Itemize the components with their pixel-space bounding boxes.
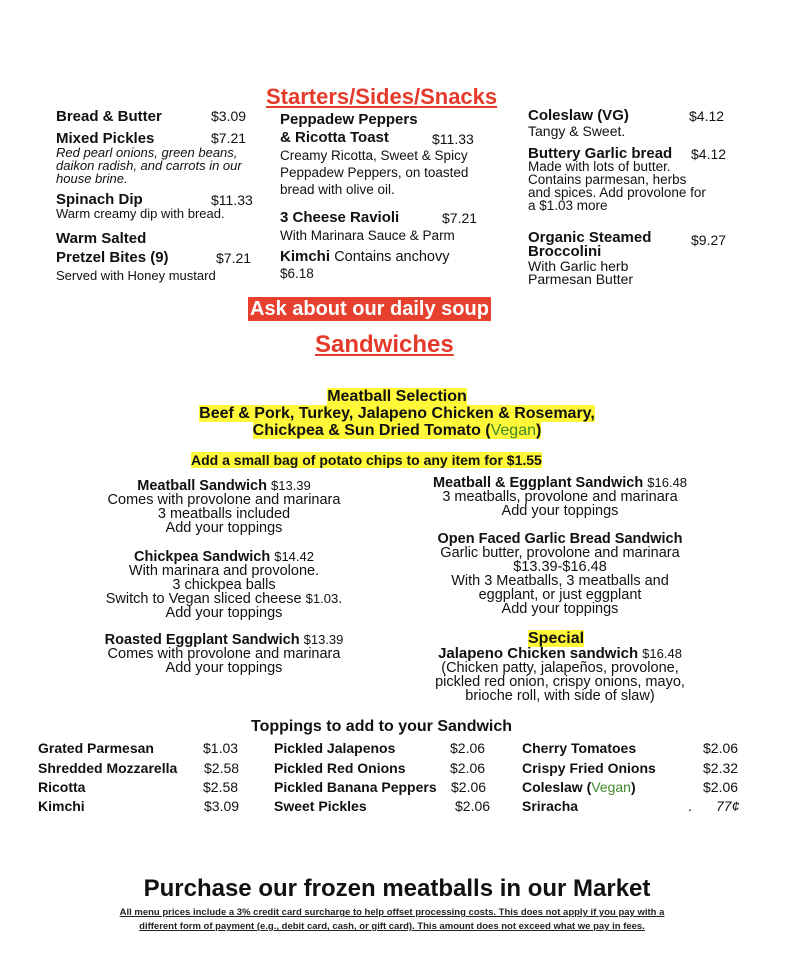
item-spinach-desc: Warm creamy dip with bread. <box>56 206 225 221</box>
topping-item: Grated Parmesan <box>38 740 154 756</box>
item-broccolini-desc: With Garlic herb Parmesan Butter <box>528 258 634 287</box>
topping-price: $2.06 <box>450 760 486 776</box>
sandwich-mbegg-name: Meatball & Eggplant Sandwich <box>432 475 644 491</box>
topping-item: Sriracha <box>522 798 579 814</box>
item-pretzel-desc: Served with Honey mustard <box>56 268 216 283</box>
sandwich-eggplant-l2: Add your toppings <box>165 660 283 676</box>
vegan-label: Vegan <box>490 422 536 439</box>
topping-price: $2.06 <box>703 740 739 756</box>
item-broccolini-price: $9.27 <box>691 232 727 248</box>
topping-item: Ricotta <box>38 779 86 795</box>
sandwich-jal-name: Jalapeno Chicken sandwich <box>438 645 639 662</box>
item-peppadew-name2: & Ricotta Toast <box>280 129 389 146</box>
meatball-selection-line3: Chickpea & Sun Dried Tomato (Vegan) <box>252 422 542 439</box>
starters-title: Starters/Sides/Snacks <box>266 84 498 109</box>
sandwich-open-l4: eggplant, or just eggplant <box>478 587 642 603</box>
item-pretzel-price: $7.21 <box>216 250 252 266</box>
item-pickles-price: $7.21 <box>211 130 247 146</box>
sandwich-eggplant-name: Roasted Eggplant Sandwich <box>104 632 300 648</box>
item-garlic-desc: Made with lots of butter. Contains parmesan, herbs and spices. Add provolone for a $1.03 more <box>528 159 706 213</box>
sandwich-open-name: Open Faced Garlic Bread Sandwich <box>437 531 683 547</box>
special-label: Special <box>528 630 585 647</box>
sandwich-eggplant <box>74 633 374 675</box>
vegan-label: Vegan <box>591 779 631 795</box>
item-peppadew-desc: Creamy Ricotta, Sweet & Spicy Peppadew Peppers, on toasted bread with olive oil. <box>280 148 469 197</box>
topping-item: Sweet Pickles <box>274 798 367 814</box>
sandwich-eggplant-l1: Comes with provolone and marinara <box>107 646 341 662</box>
sandwich-meatball-price: $13.39 <box>271 478 311 493</box>
sandwich-jalapeno <box>410 647 710 703</box>
item-coleslaw-desc: Tangy & Sweet. <box>528 123 626 139</box>
topping-price: $2.58 <box>203 779 239 795</box>
topping-price: $2.58 <box>204 760 240 776</box>
sandwich-meatball-name: Meatball Sandwich <box>137 478 267 494</box>
sandwich-jal-price: $16.48 <box>642 646 682 661</box>
sandwich-chickpea-l3: Switch to Vegan sliced cheese $1.03. <box>105 591 343 607</box>
sandwich-chickpea-name: Chickpea Sandwich <box>134 549 271 565</box>
sandwich-open-l5: Add your toppings <box>501 601 619 617</box>
item-pretzel-name1: Warm Salted <box>56 230 147 247</box>
item-bread-name: Bread & Butter <box>56 108 162 125</box>
toppings-title: Toppings to add to your Sandwich <box>251 718 513 735</box>
topping-price: $2.06 <box>455 798 491 814</box>
topping-item: Shredded Mozzarella <box>38 760 178 776</box>
sandwich-mbegg-price: $16.48 <box>647 475 688 490</box>
chips-offer: Add a small bag of potato chips to any item for $1.55 <box>191 452 542 468</box>
sandwiches-title: Sandwiches <box>315 331 454 358</box>
sandwich-chickpea-l2: 3 chickpea balls <box>172 577 276 593</box>
topping-item: Kimchi <box>38 798 85 814</box>
topping-price: $2.06 <box>703 779 739 795</box>
meatball-selection-title: Meatball Selection <box>327 388 467 405</box>
meatball-selection-line2: Beef & Pork, Turkey, Jalapeno Chicken & Rosemary, <box>199 405 595 422</box>
item-peppadew-price: $11.33 <box>432 131 474 147</box>
sandwich-jal-l3: brioche roll, with side of slaw) <box>465 688 655 704</box>
sandwich-jal-l1: (Chicken patty, jalapeños, provolone, <box>441 660 679 676</box>
item-ravioli-name: 3 Cheese Ravioli <box>280 209 400 226</box>
sandwich-meatball-eggplant <box>410 476 710 518</box>
topping-dot: . <box>688 798 692 814</box>
topping-price: $3.09 <box>204 798 240 814</box>
item-bread-price: $3.09 <box>211 108 247 124</box>
item-pretzel-name2: Pretzel Bites (9) <box>56 249 169 266</box>
sandwich-eggplant-price: $13.39 <box>303 632 344 647</box>
sandwich-jal-l2: pickled red onion, crispy onions, mayo, <box>435 674 685 690</box>
sandwich-mbegg-l1: 3 meatballs, provolone and marinara <box>442 489 678 505</box>
item-coleslaw-name: Coleslaw (VG) <box>528 107 629 124</box>
soup-banner: Ask about our daily soup <box>250 298 489 320</box>
item-ravioli-desc: With Marinara Sauce & Parm <box>280 228 455 243</box>
item-kimchi <box>280 248 449 265</box>
item-kimchi-name: Kimchi <box>280 248 331 265</box>
item-garlic-name: Buttery Garlic bread <box>528 145 673 162</box>
sandwich-chickpea-l4: Add your toppings <box>165 605 283 621</box>
topping-item-coleslaw: Coleslaw (Vegan) <box>522 779 636 795</box>
sandwich-mbegg-l2: Add your toppings <box>501 503 619 519</box>
item-broccolini-name: Organic Steamed Broccolini <box>528 229 652 260</box>
item-kimchi-price: $6.18 <box>280 266 314 281</box>
item-coleslaw-price: $4.12 <box>689 108 725 124</box>
topping-price: 77¢ <box>716 798 740 814</box>
sandwich-meatball <box>74 479 374 535</box>
topping-item: Pickled Jalapenos <box>274 740 396 756</box>
sandwich-chickpea-l1: With marinara and provolone. <box>128 563 320 579</box>
market-promo: Purchase our frozen meatballs in our Market <box>143 875 651 902</box>
item-spinach-price: $11.33 <box>211 192 253 208</box>
topping-item: Pickled Banana Peppers <box>274 779 437 795</box>
item-pickles-name: Mixed Pickles <box>56 130 155 147</box>
sandwich-chickpea <box>74 550 374 620</box>
topping-item: Crispy Fried Onions <box>522 760 656 776</box>
topping-price: $1.03 <box>203 740 239 756</box>
topping-item: Cherry Tomatoes <box>522 740 637 756</box>
sandwich-open-l3: With 3 Meatballs, 3 meatballs and <box>451 573 669 589</box>
item-peppadew-name1: Peppadew Peppers <box>280 111 418 128</box>
sandwich-open-l1: Garlic butter, provolone and marinara <box>440 545 680 561</box>
topping-price: $2.06 <box>450 740 486 756</box>
meatball-selection <box>0 388 794 439</box>
topping-price: $2.32 <box>703 760 739 776</box>
sandwich-meatball-l2: 3 meatballs included <box>157 506 291 522</box>
surcharge-note-line1: All menu prices include a 3% credit card surcharge to help offset processing costs. This does not apply if you pay with a <box>119 907 665 918</box>
item-pickles-desc: Red pearl onions, green beans, daikon radish, and carrots in our house brine. <box>56 145 242 186</box>
sandwich-chickpea-price: $14.42 <box>274 549 314 564</box>
item-garlic-price: $4.12 <box>691 146 727 162</box>
topping-price: $2.06 <box>451 779 487 795</box>
item-kimchi-desc: Contains anchovy <box>334 249 450 265</box>
sandwich-meatball-l1: Comes with provolone and marinara <box>107 492 341 508</box>
sandwich-meatball-l3: Add your toppings <box>165 520 283 536</box>
sandwich-open-l2: $13.39-$16.48 <box>513 559 607 575</box>
item-ravioli-price: $7.21 <box>442 210 478 226</box>
topping-item: Pickled Red Onions <box>274 760 406 776</box>
item-spinach-name: Spinach Dip <box>56 191 143 208</box>
surcharge-note-line2: different form of payment (e.g., debit card, cash, or gift card). This amount does not exceed what we pay in fees. <box>139 921 645 932</box>
surcharge-note <box>0 906 784 934</box>
sandwich-open-faced <box>410 532 710 616</box>
